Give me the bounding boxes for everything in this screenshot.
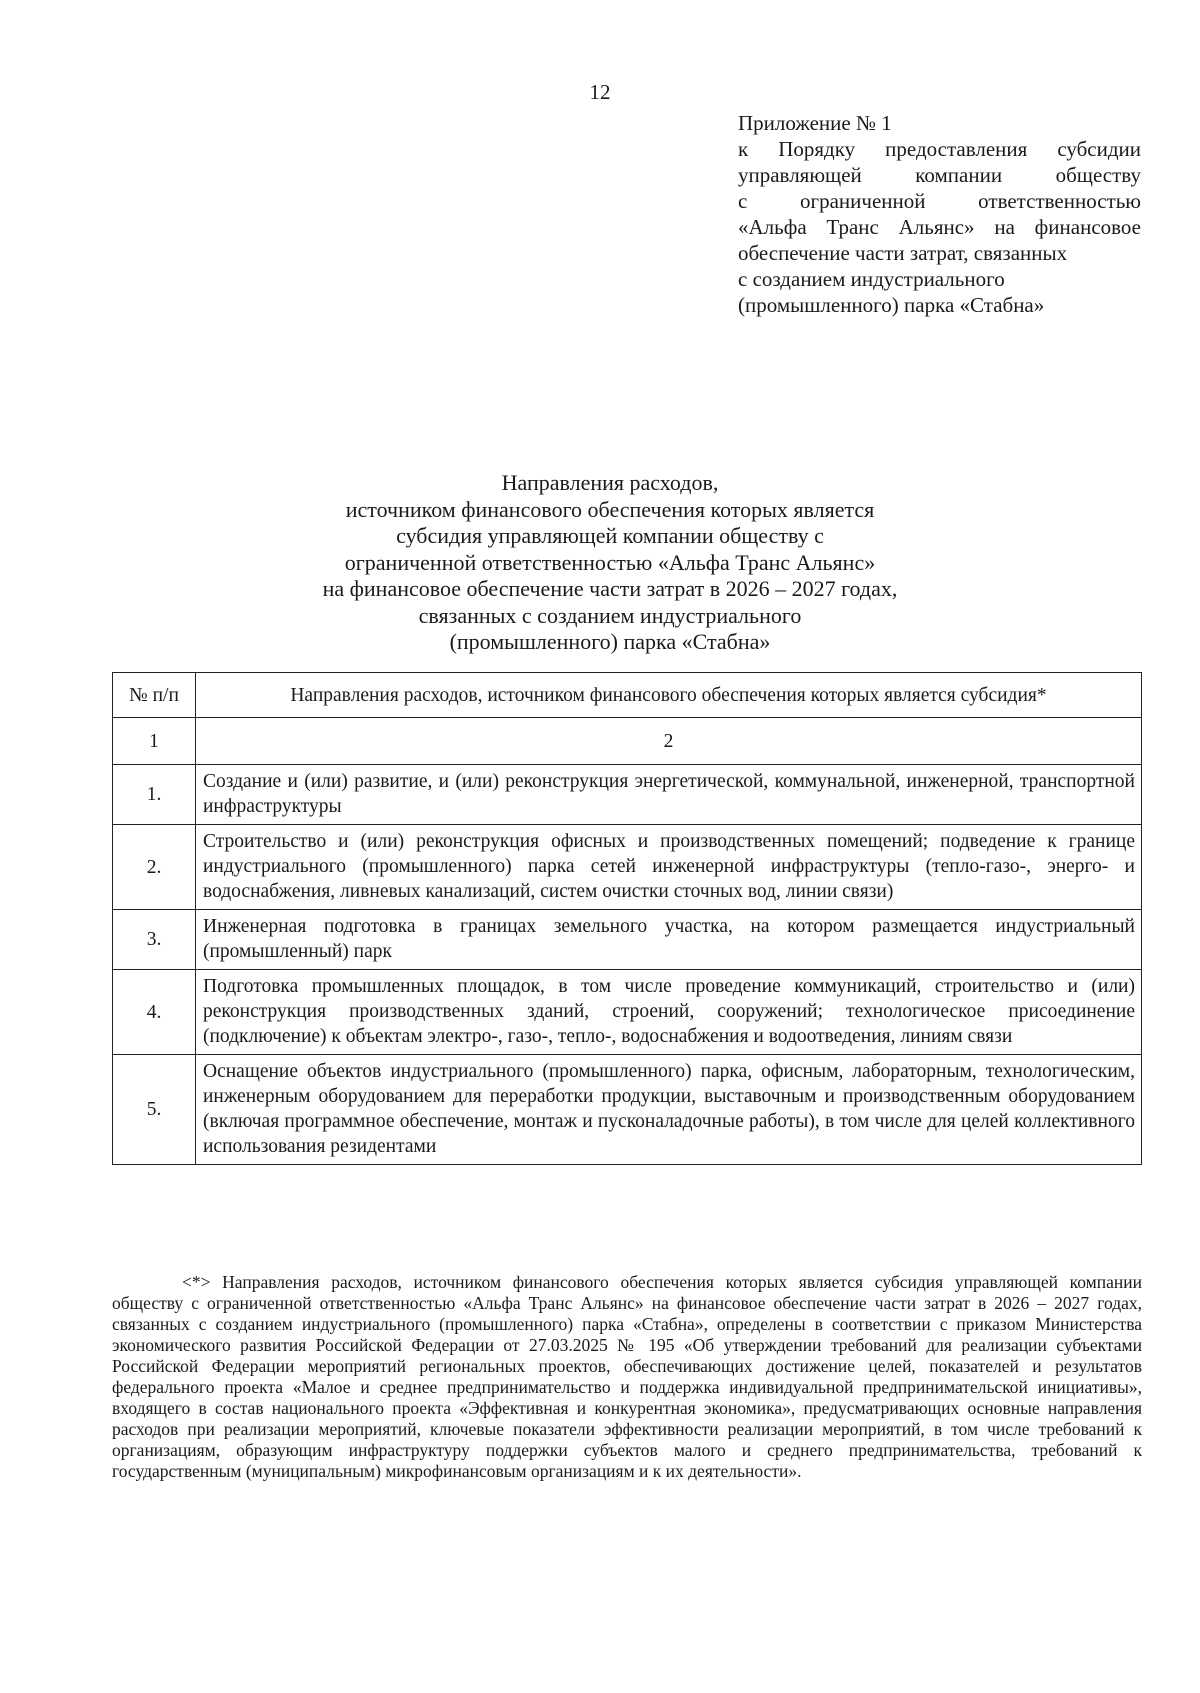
row-number: 3. (113, 910, 196, 970)
appendix-block (738, 110, 1141, 318)
title-line: (промышленного) парка «Стабна» (449, 629, 771, 654)
table-row (113, 825, 1142, 910)
header-number: № п/п (113, 673, 196, 718)
row-text: Подготовка промышленных площадок, в том числе проведение коммуникаций, строительство и (или) реконструкция производственных зданий, строений, сооружений; технологическое присоединение (подключение) к объектам электро-, газо-, тепло-, водоснабжения и водоотведения, линиям связи (196, 970, 1142, 1055)
table-row (113, 1055, 1142, 1165)
title-line: Направления расходов, (501, 470, 719, 495)
row-number: 5. (113, 1055, 196, 1165)
expense-directions-table (112, 672, 1142, 1165)
title-line: субсидия управляющей компании обществу с (396, 523, 824, 548)
table-row (113, 970, 1142, 1055)
row-text: Инженерная подготовка в границах земельного участка, на котором размещается индустриальный (промышленный) парк (196, 910, 1142, 970)
table-index-row (113, 718, 1142, 765)
header-directions: Направления расходов, источником финансового обеспечения которых является субсидия* (196, 673, 1142, 718)
appendix-line: к Порядку предоставления субсидии (738, 137, 1141, 161)
title-line: связанных с созданием индустриального (418, 602, 802, 628)
appendix-line: обеспечение части затрат, связанных (738, 241, 1068, 265)
table-row (113, 910, 1142, 970)
row-number: 4. (113, 970, 196, 1055)
row-number: 2. (113, 825, 196, 910)
footnote-text: <*> Направления расходов, источником финансового обеспечения которых является субсидия управляющей компании обществу с ограниченной ответственностью «Альфа Транс Альянс» на финансовое обеспечение части затрат в 2026 – 2027 годах, связанных с созданием индустриального (промышленного) парка «Стабна», определены в соответствии с приказом Министерства экономического развития Российской Федерации от 27.03.2025 № 195 «Об утверждении требований для реализации субъектами Российской Федерации мероприятий региональных проектов, обеспечивающих достижение целей, показателей и результатов федерального проекта «Малое и среднее предпринимательство и поддержка индивидуальной предпринимательской инициативы», входящего в состав национального проекта «Эффективная и конкурентная экономика», предусматривающих основные направления расходов при реализации мероприятий, ключевые показатели эффективности реализации мероприятий, в том числе требований к организациям, образующим инфраструктуру поддержки субъектов малого и среднего предпринимательства, требований к государственным (муниципальным) микрофинансовым организациям и к их деятельности». (112, 1272, 1142, 1481)
appendix-line: «Альфа Транс Альянс» на финансовое (738, 215, 1141, 239)
document-title (160, 470, 1060, 656)
row-text: Строительство и (или) реконструкция офисных и производственных помещений; подведение к границе индустриального (промышленного) парка сетей инженерной инфраструктуры (тепло-газо-, энерго- и водоснабжения, ливневых канализаций, систем очистки сточных вод, линии связи) (196, 825, 1142, 910)
appendix-title: Приложение № 1 (738, 111, 892, 135)
table-header-row (113, 673, 1142, 718)
index-cell: 2 (196, 718, 1142, 765)
row-number: 1. (113, 765, 196, 825)
title-line: источником финансового обеспечения которых является (345, 496, 875, 522)
appendix-line: (промышленного) парка «Стабна» (738, 293, 1045, 317)
appendix-line: с ограниченной ответственностью (738, 189, 1141, 213)
title-line: на финансовое обеспечение части затрат в 2026 – 2027 годах, (322, 576, 898, 601)
appendix-line: с созданием индустриального (738, 267, 1005, 291)
table-row (113, 765, 1142, 825)
row-text: Создание и (или) развитие, и (или) реконструкция энергетической, коммунальной, инженерной, транспортной инфраструктуры (196, 765, 1142, 825)
footnote (112, 1272, 1142, 1482)
title-line: ограниченной ответственностью «Альфа Транс Альянс» (344, 549, 876, 575)
index-cell: 1 (113, 718, 196, 765)
page-number: 12 (589, 80, 611, 104)
appendix-line: управляющей компании обществу (738, 163, 1141, 187)
row-text: Оснащение объектов индустриального (промышленного) парка, офисным, лабораторным, технологическим, инженерным оборудованием для переработки продукции, выставочным и производственным оборудованием (включая программное обеспечение, монтаж и пусконаладочные работы), в том числе для целей коллективного использования резидентами (196, 1055, 1142, 1165)
